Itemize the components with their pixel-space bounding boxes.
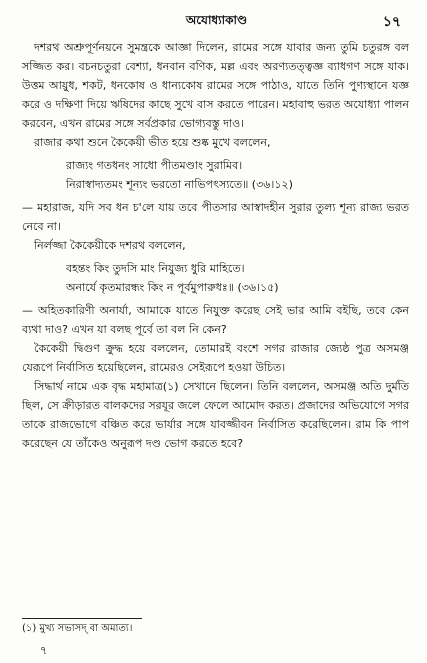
signature-mark: ৭ [40, 644, 48, 657]
page-header [28, 10, 405, 34]
paragraph: দশরথ অশ্রুপূর্ণনয়নে সুমন্ত্রকে আজ্ঞা দিলেন, রামের সঙ্গে যাবার জন্য তুমি চতুরঙ্গ বল সজ্জিত কর। বচনচতুরা বেশ্যা, ধনবান বণিক, মল্ল এবং অরণ্যতত্ত্বজ্ঞ ব্যাধগণ সঙ্গে যাক। উত্তম আয়ুধ, শকট, ধনকোষ ও ধান্যকোষ রামের সঙ্গে পাঠাও, যাতে তিনি পুণ্যস্থানে যজ্ঞ করে ও দক্ষিণা দিয়ে ঋষিদের কাছে সুখে বাস করতে পারেন। মহাবাহু ভরত অযোধ্যা পালন করবেন, এখন রামের সঙ্গে সর্বপ্রকার ভোগ্যবস্তু দাও। [22, 41, 409, 130]
paragraph: রাজার কথা শুনে কৈকেয়ী ভীত হয়ে শুষ্ক মুখে বললেন, [34, 136, 271, 149]
paragraph: — মহারাজ, যদি সব ধন চ'লে যায় তবে পীতসার আস্বাদহীন সুরার তুল্য শূন্য রাজ্য ভরত নেবে না। [22, 201, 409, 233]
footnote-divider [22, 618, 142, 619]
verse-line: বহন্তং কিং তুদসি মাং নিযুজ্য ধুরি মাহিতে। [66, 262, 245, 275]
verse-line: রাজ্যং গতধনং সাধো পীতমণ্ডাং সুরামিব। [66, 159, 243, 172]
paragraph: সিদ্ধার্থ নামে এক বৃদ্ধ মহামাত্র(১) সেখানে ছিলেন। তিনি বললেন, অসমঞ্জ অতি দুর্মতি ছিল, সে ক্রীড়ারত বালকদের সরযূর জলে ফেলে আমোদ করত। প্রজাদের অভিযোগে সগর তাকে রাজভোগে বঞ্চিত করে ভার্যার সঙ্গে যাবজ্জীবন নির্বাসিত করেছিলেন। রাম কি পাপ করেছেন যে তাঁকেও অনুরূপ দণ্ড ভোগ করতে হবে? [22, 380, 409, 450]
page-body [22, 38, 409, 453]
paragraph: কৈকেয়ী দ্বিগুণ ক্রুদ্ধ হয়ে বললেন, তোমারই বংশে সগর রাজার জ্যেষ্ঠ পুত্র অসমঞ্জ যেরূপে নির্বাসিত হয়েছিলেন, রামেরও সেইরূপে হওয়া উচিত। [22, 342, 409, 374]
verse-line: নিরাস্বাদ্যতমং শূন্যং ভরতো নাভিপৎস্যতে॥ (৩৬।১২) [66, 178, 293, 191]
footnote: (১) মুখ্য সভাসদ্ বা অমাত্য। [22, 623, 133, 634]
chapter-title: অযোধ্যাকাণ্ড [185, 13, 248, 27]
page-number: ১৭ [382, 14, 401, 30]
paragraph: নির্লজ্জা কৈকেয়ীকে দশরথ বললেন, [34, 239, 186, 252]
verse-line: অনার্যে কৃতমারন্ধং কিং ন পূর্বমুপারুধঃ॥ (৩৬।১৫) [66, 281, 279, 294]
paragraph: — অহিতকারিণী অনার্যা, আমাকে যাতে নিযুক্ত করেছ সেই ভার আমি বইছি, তবে কেন ব্যথা দাও? এখন যা বলছ পূর্বে তা বল নি কেন? [22, 304, 409, 336]
